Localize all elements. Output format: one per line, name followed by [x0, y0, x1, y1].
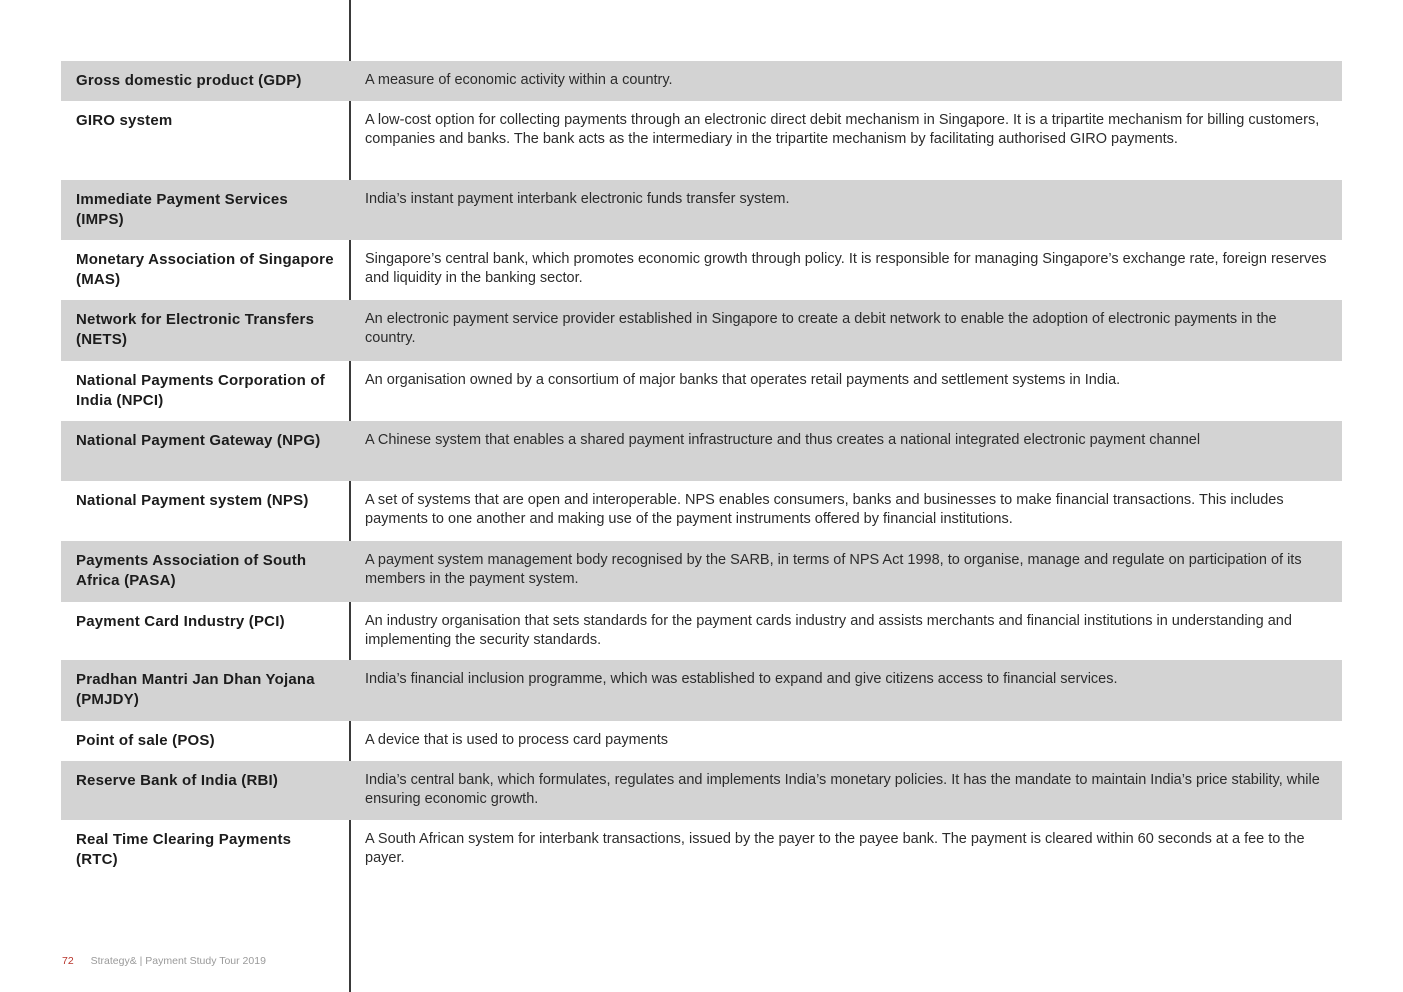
glossary-definition: Singapore’s central bank, which promotes economic growth through policy. It is responsible for managing Singapore’s exchange rate, foreign reserves and liquidity in the banking sector. — [365, 251, 1327, 286]
glossary-definition: India’s financial inclusion programme, which was established to expand and give citizens access to financial services. — [365, 671, 1118, 687]
glossary-row — [61, 240, 1342, 300]
glossary-table — [61, 61, 1342, 880]
page-number: 72 — [62, 955, 74, 967]
glossary-term: National Payments Corporation of India (NPCI) — [76, 372, 325, 409]
glossary-definition: A measure of economic activity within a country. — [365, 72, 673, 88]
glossary-row — [61, 421, 1342, 481]
glossary-definition: India’s central bank, which formulates, regulates and implements India’s monetary policies. It has the mandate to maintain India’s price stability, while ensuring economic growth. — [365, 772, 1320, 807]
glossary-definition: An electronic payment service provider established in Singapore to create a debit network to enable the adoption of electronic payments in the country. — [365, 311, 1277, 346]
footer-text: Strategy& | Payment Study Tour 2019 — [90, 955, 266, 967]
glossary-row — [61, 721, 1342, 761]
glossary-definition: A Chinese system that enables a shared payment infrastructure and thus creates a national integrated electronic payment channel — [365, 432, 1201, 448]
glossary-row — [61, 180, 1342, 240]
glossary-term: Monetary Association of Singapore (MAS) — [76, 251, 334, 288]
glossary-definition: An organisation owned by a consortium of major banks that operates retail payments and settlement systems in India. — [365, 372, 1121, 388]
glossary-term: Payment Card Industry (PCI) — [76, 613, 285, 630]
glossary-term: Point of sale (POS) — [76, 732, 215, 749]
glossary-row — [61, 481, 1342, 541]
glossary-definition: A set of systems that are open and interoperable. NPS enables consumers, banks and businesses to make financial transactions. This includes payments to one another and making use of the payment instruments offered by financial institutions. — [365, 492, 1284, 527]
glossary-term: Network for Electronic Transfers (NETS) — [76, 311, 315, 348]
glossary-row — [61, 602, 1342, 660]
glossary-definition: A South African system for interbank transactions, issued by the payer to the payee bank. The payment is cleared within 60 seconds at a fee to the payer. — [365, 831, 1305, 866]
glossary-term: Gross domestic product (GDP) — [76, 72, 302, 89]
glossary-term: Reserve Bank of India (RBI) — [76, 772, 279, 789]
glossary-row — [61, 361, 1342, 421]
glossary-row — [61, 541, 1342, 602]
glossary-row — [61, 300, 1342, 361]
glossary-row — [61, 761, 1342, 820]
glossary-term: Immediate Payment Services (IMPS) — [76, 191, 288, 228]
glossary-definition: An industry organisation that sets standards for the payment cards industry and assists merchants and financial institutions in understanding and implementing the security standards. — [365, 613, 1292, 648]
glossary-term: GIRO system — [76, 112, 173, 129]
glossary-term: Payments Association of South Africa (PASA) — [76, 552, 307, 589]
page-footer — [62, 955, 266, 967]
glossary-definition: A payment system management body recognised by the SARB, in terms of NPS Act 1998, to organise, manage and regulate on participation of its members in the payment system. — [365, 552, 1302, 587]
glossary-definition: A low-cost option for collecting payments through an electronic direct debit mechanism in Singapore. It is a tripartite mechanism for billing customers, companies and banks. The bank acts as the intermediary in the tripartite mechanism by facilitating authorised GIRO payments. — [365, 112, 1320, 147]
glossary-term: Real Time Clearing Payments (RTC) — [76, 831, 292, 868]
glossary-row — [61, 820, 1342, 880]
glossary-row — [61, 101, 1342, 180]
glossary-definition: A device that is used to process card payments — [365, 732, 669, 748]
glossary-term: National Payment Gateway (NPG) — [76, 432, 321, 449]
glossary-term: Pradhan Mantri Jan Dhan Yojana (PMJDY) — [76, 671, 315, 708]
glossary-row — [61, 660, 1342, 721]
glossary-definition: India’s instant payment interbank electronic funds transfer system. — [365, 191, 790, 207]
glossary-term: National Payment system (NPS) — [76, 492, 309, 509]
glossary-row — [61, 61, 1342, 101]
